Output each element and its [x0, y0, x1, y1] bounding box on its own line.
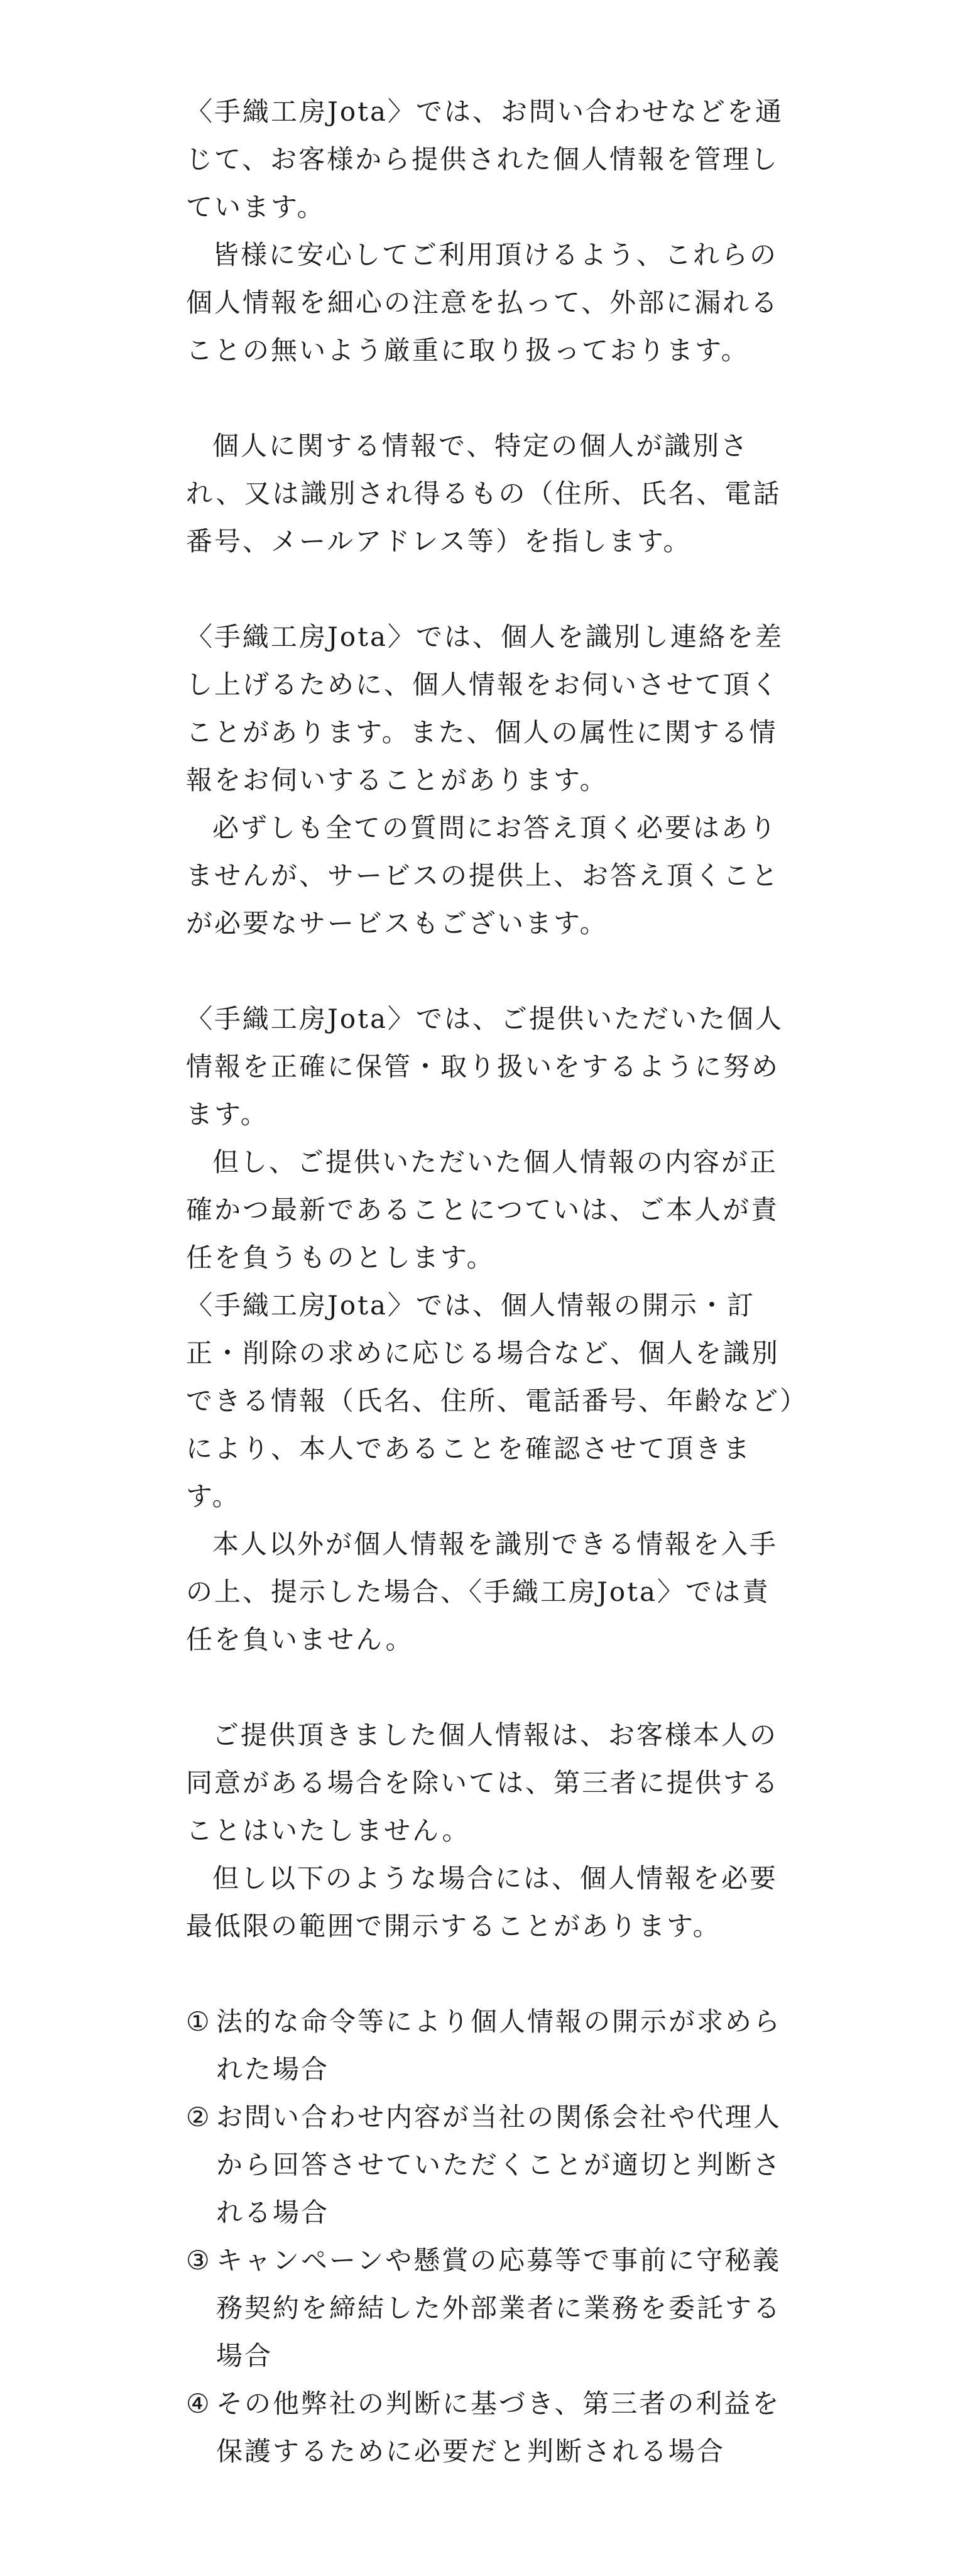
list-item	[186, 2237, 795, 2380]
paragraph: 個人に関する情報で、特定の個人が識別され、又は識別され得るもの（住所、氏名、電話番号、メールアドレス等）を指します。	[186, 430, 782, 557]
list-text: その他弊社の判断に基づき、第三者の利益を保護するために必要だと判断される場合	[216, 2388, 781, 2467]
paragraph: 〈手織工房Jota〉では、個人を識別し連絡を差し上げるために、個人情報をお伺いさせて頂くことがあります。また、個人の属性に関する情報をお伺いすることがあります。	[186, 621, 784, 795]
list-item	[186, 1998, 795, 2093]
disclosure-case-list	[186, 1998, 795, 2475]
list-text: 法的な命令等により個人情報の開示が求められた場合	[216, 2006, 782, 2085]
section-information-management	[186, 88, 795, 374]
list-item	[186, 2380, 795, 2475]
paragraph: 但し、ご提供いただいた個人情報の内容が正確かつ最新であることにつていは、ご本人が責任を負うものとします。	[186, 1147, 780, 1273]
paragraph: ご提供頂きました個人情報は、お客様本人の同意がある場合を除いては、第三者に提供することはいたしません。	[186, 1720, 780, 1846]
paragraph: 〈手織工房Jota〉では、ご提供いただいた個人情報を正確に保管・取り扱いをするように努めます。	[186, 1003, 784, 1130]
paragraph: 皆様に安心してご利用頂けるよう、これらの個人情報を細心の注意を払って、外部に漏れることの無いよう厳重に取り扱っております。	[186, 239, 780, 366]
section-disclosure-cases	[186, 1998, 795, 2475]
privacy-policy-document	[186, 88, 795, 2475]
section-third-party	[186, 1711, 795, 1950]
paragraph: 本人以外が個人情報を識別できる情報を入手の上、提示した場合、〈手織工房Jota〉では責任を負いません。	[186, 1529, 778, 1655]
section-collection	[186, 613, 795, 947]
list-number: ②	[186, 2102, 212, 2132]
list-number: ①	[186, 2006, 212, 2037]
list-number: ④	[186, 2388, 212, 2419]
paragraph: 〈手織工房Jota〉では、個人情報の開示・訂正・削除の求めに応じる場合など、個人を識別できる情報（氏名、住所、電話番号、年齢など）により、本人であることを確認させて頂きます。	[186, 1290, 795, 1512]
paragraph: 〈手織工房Jota〉では、お問い合わせなどを通じて、お客様から提供された個人情報を管理しています。	[186, 96, 784, 222]
list-text: キャンペーンや懸賞の応募等で事前に守秘義務契約を締結した外部業者に業務を委託する場合	[216, 2245, 782, 2371]
list-text: お問い合わせ内容が当社の関係会社や代理人から回答させていただくことが適切と判断される場合	[216, 2102, 782, 2228]
list-item	[186, 2093, 795, 2237]
section-accuracy	[186, 995, 795, 1664]
paragraph: 但し以下のような場合には、個人情報を必要最低限の範囲で開示することがあります。	[186, 1863, 778, 1941]
paragraph: 必ずしも全ての質問にお答え頂く必要はありませんが、サービスの提供上、お答え頂くことが必要なサービスもございます。	[186, 812, 780, 939]
section-definition	[186, 422, 795, 565]
list-number: ③	[186, 2245, 212, 2276]
